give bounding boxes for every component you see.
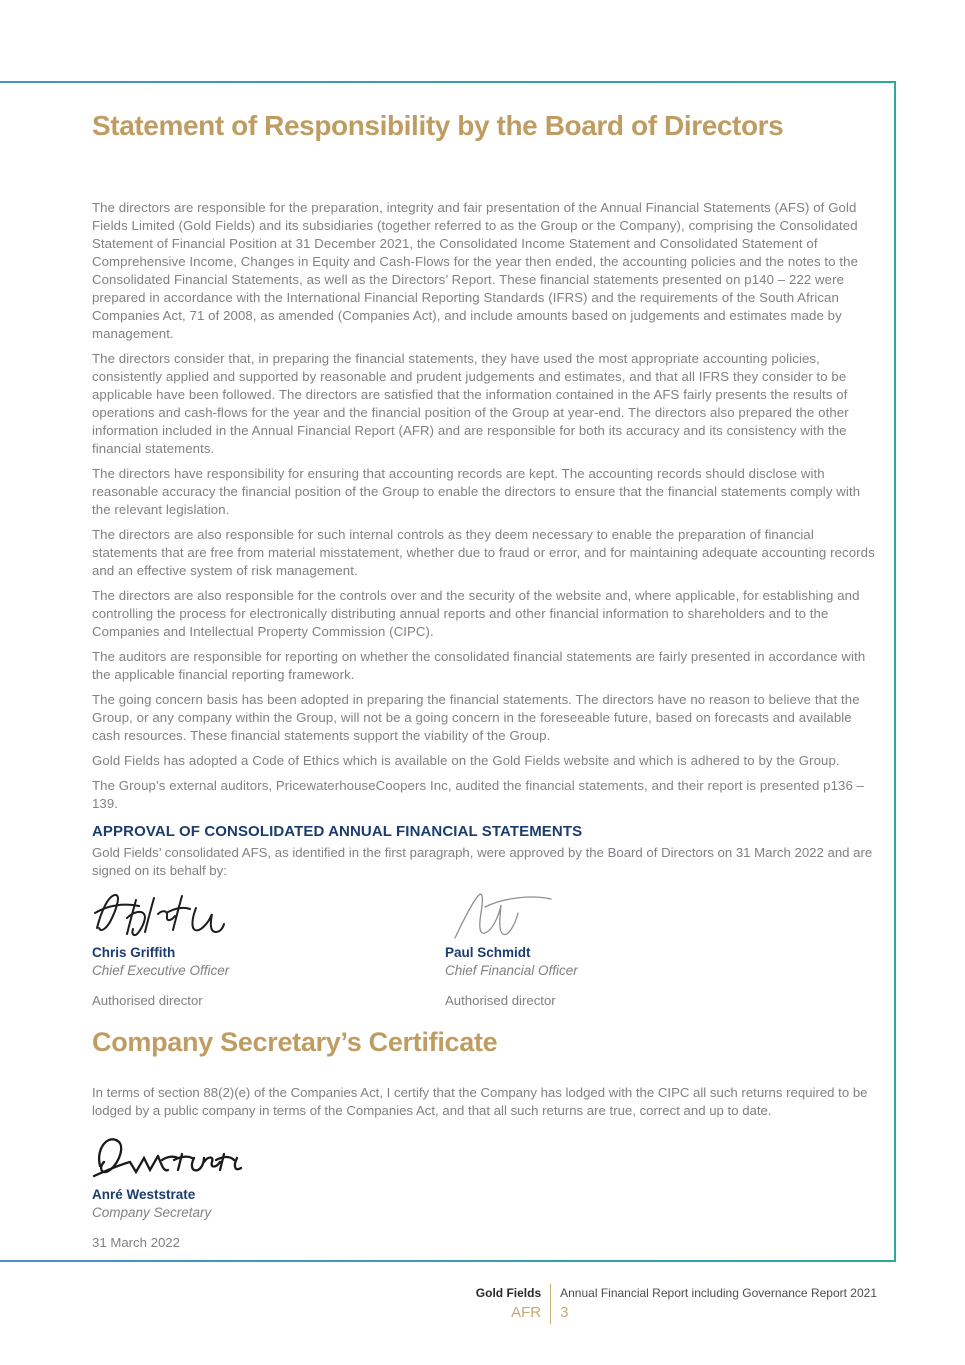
footer-brand-cell bbox=[476, 1284, 551, 1302]
paragraph: The auditors are responsible for reporting on whether the consolidated financial statements are fairly presented in accordance with the applicable financial reporting framework. bbox=[92, 649, 866, 682]
paragraph: The directors have responsibility for ensuring that accounting records are kept. The accounting records should disclose with reasonable accuracy the financial position of the Group to enable the directors to ensure that the financial statements comply with the relevant legislation. bbox=[92, 466, 861, 517]
signatory-name: Paul Schmidt bbox=[445, 945, 531, 960]
paragraph: The directors are responsible for the preparation, integrity and fair presentation of the Annual Financial Statements (AFS) of Gold Fields Limited (Gold Fields) and its subsidiaries (together referred to as the Group or the Company), comprising the Consolidated Statement of Financial Position at 31 December 2021, the Consolidated Income Statement and Consolidated Statement of Comprehensive Income, Changes in Equity and Cash-Flows for the year then ended, the accounting policies and the notes to the Consolidated Financial Statements, as well as the Directors’ Report. These financial statements presented on p140 – 222 were prepared in accordance with the International Financial Reporting Standards (IFRS) and the requirements of the South African Companies Act, 71 of 2008, as amended (Companies Act), and include amounts based on judgements and estimates made by management. bbox=[92, 200, 859, 341]
signatory-name: Anré Weststrate bbox=[92, 1187, 196, 1202]
page-border-right bbox=[894, 81, 896, 1262]
signatory-role: Authorised director bbox=[92, 993, 203, 1008]
certificate-date: 31 March 2022 bbox=[92, 1235, 180, 1250]
certificate-title: Company Secretary’s Certificate bbox=[92, 1027, 498, 1057]
paragraph: Gold Fields has adopted a Code of Ethics which is available on the Gold Fields website and which is adhered to by the Group. bbox=[92, 753, 840, 768]
paragraph: The Group’s external auditors, PricewaterhouseCoopers Inc, audited the financial statements, and their report is presented p136 – 139. bbox=[92, 778, 865, 811]
paul-schmidt-signature-image bbox=[445, 888, 565, 940]
page-content bbox=[92, 82, 878, 1252]
footer-page-number: 3 bbox=[560, 1304, 569, 1321]
footer-page-number-cell bbox=[551, 1302, 877, 1324]
director-signatures-row bbox=[92, 888, 878, 1010]
approval-section-heading: APPROVAL OF CONSOLIDATED ANNUAL FINANCIAL STATEMENTS bbox=[92, 823, 583, 840]
signature-block-cfo bbox=[445, 888, 798, 1010]
footer-report-cell bbox=[551, 1284, 877, 1302]
paragraph: The directors are also responsible for the controls over and the security of the website and, where applicable, for establishing and controlling the process for electronically distributing annual reports and other financial information to shareholders and to the Companies and Intellectual Property Commission (CIPC). bbox=[92, 588, 860, 639]
signatory-title: Chief Financial Officer bbox=[445, 963, 578, 978]
footer-brand: Gold Fields bbox=[475, 1286, 542, 1300]
paragraph: The directors consider that, in preparing the financial statements, they have used the most appropriate accounting policies, consistently applied and supported by reasonable and prudent judgements and estimates, and that all IFRS they consider to be applicable have been followed. The directors are satisfied that the information contained in the AFS fairly presents the results of operations and cash-flows for the year and the financial position of the Group at year-end. The directors also prepared the other information included in the Annual Financial Report (AFR) and are responsible for both its accuracy and its consistency with the financial statements. bbox=[92, 351, 849, 456]
anre-weststrate-signature-image bbox=[92, 1130, 247, 1182]
footer-section-label: AFR bbox=[511, 1304, 542, 1321]
page-footer bbox=[476, 1284, 877, 1324]
signatory-title: Chief Executive Officer bbox=[92, 963, 230, 978]
paragraph: The directors are also responsible for such internal controls as they deem necessary to enable the preparation of financial statements that are free from material misstatement, whether due to fraud or error, and for maintaining adequate accounting records and an effective system of risk management. bbox=[92, 527, 875, 578]
signatory-title: Company Secretary bbox=[92, 1205, 212, 1220]
paragraph: The going concern basis has been adopted in preparing the financial statements. The directors have no reason to believe that the Group, or any company within the Group, will not be a going concern in the foreseeable future, based on forecasts and available cash resources. These financial statements support the viability of the Group. bbox=[92, 692, 860, 743]
chris-griffith-signature-image bbox=[92, 888, 227, 940]
footer-report-title: Annual Financial Report including Governance Report 2021 bbox=[560, 1286, 877, 1300]
page-border-bottom bbox=[0, 1260, 896, 1262]
signature-block-company-secretary bbox=[92, 1130, 878, 1252]
footer-section-cell bbox=[476, 1302, 551, 1324]
signatory-name: Chris Griffith bbox=[92, 945, 176, 960]
signatory-role: Authorised director bbox=[445, 993, 556, 1008]
signature-block-ceo bbox=[92, 888, 445, 1010]
page-title: Statement of Responsibility by the Board of Directors bbox=[92, 110, 784, 141]
responsibility-statement-body bbox=[92, 199, 878, 813]
approval-section-body: Gold Fields’ consolidated AFS, as identified in the first paragraph, were approved by the Board of Directors on 31 March 2022 and are signed on its behalf by: bbox=[92, 845, 873, 878]
certificate-body: In terms of section 88(2)(e) of the Companies Act, I certify that the Company has lodged with the CIPC all such returns required to be lodged by a public company in terms of the Companies Act, and that all such returns are true, correct and up to date. bbox=[92, 1085, 868, 1118]
